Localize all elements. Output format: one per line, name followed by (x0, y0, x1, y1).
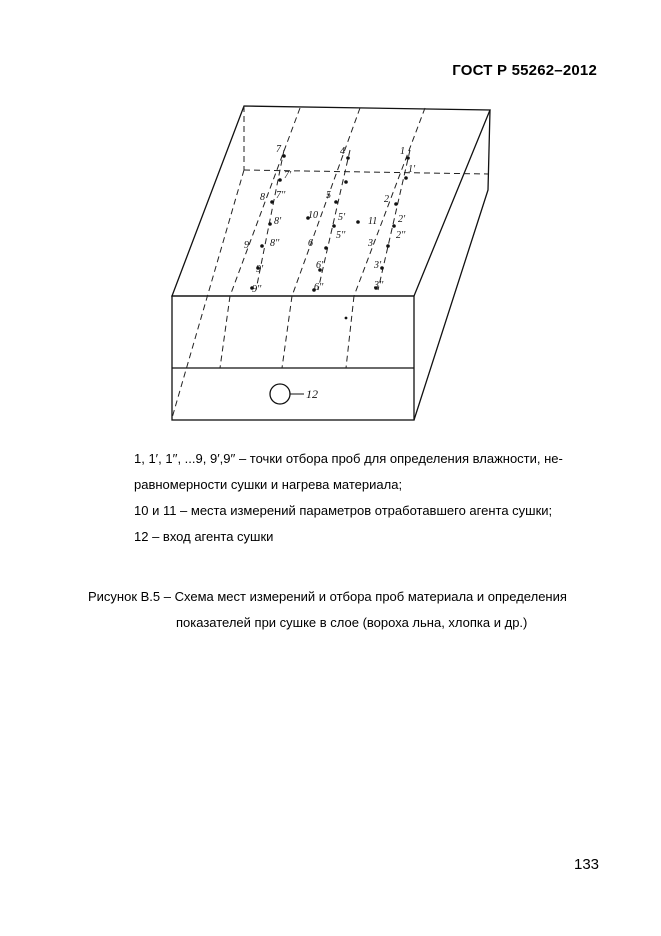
figure-legend (134, 446, 594, 550)
point-label: 6' (316, 260, 324, 271)
point-label: 4 (340, 146, 345, 157)
point-label: 6'' (314, 282, 324, 293)
point-label: 7'' (276, 190, 286, 201)
legend-line: 1, 1′, 1′′, ...9, 9′,9′′ – точки отбора проб для определения влажности, не- (134, 451, 563, 466)
point-label: 7 (276, 144, 281, 155)
point-label: 10 (308, 210, 318, 221)
sample-points (250, 154, 410, 319)
point-label: 9 (244, 240, 249, 251)
point-label: 9' (256, 264, 264, 275)
point-label: 8'' (270, 238, 280, 249)
point-label: 2' (398, 214, 406, 225)
point-label: 1 (400, 146, 405, 157)
point-label: 2 (384, 194, 389, 205)
point-label: 12 (306, 387, 318, 401)
point-label: 2'' (396, 230, 406, 241)
point-label: 8' (274, 216, 282, 227)
point-label: 9'' (252, 284, 262, 295)
point-label: 6 (308, 238, 313, 249)
legend-line: 12 – вход агента сушки (134, 529, 274, 544)
point-label: 1' (408, 164, 416, 175)
point-label: 8 (260, 192, 265, 203)
point-label: 5' (338, 212, 346, 223)
point-label: 5 (326, 190, 331, 201)
legend-line: равномерности сушки и нагрева материала; (134, 477, 403, 492)
document-header: ГОСТ Р 55262–2012 (452, 62, 597, 79)
legend-line: 10 и 11 – места измерений параметров отработавшего агента сушки; (134, 503, 553, 518)
point-label: 3 (368, 238, 373, 249)
agent-inlet (270, 384, 318, 404)
page-number: 133 (574, 856, 600, 873)
caption-line: показателей при сушке в слое (вороха льна, хлопка и др.) (176, 615, 528, 630)
point-label: 11 (368, 216, 378, 227)
point-label: 3' (374, 260, 382, 271)
point-label: 7' (284, 170, 292, 181)
point-label: 3'' (374, 280, 384, 291)
figure-caption (88, 584, 588, 636)
point-label: 5'' (336, 230, 346, 241)
drying-layer-diagram (160, 100, 500, 430)
caption-line: Рисунок В.5 – Схема мест измерений и отбора проб материала и определения (88, 589, 567, 604)
